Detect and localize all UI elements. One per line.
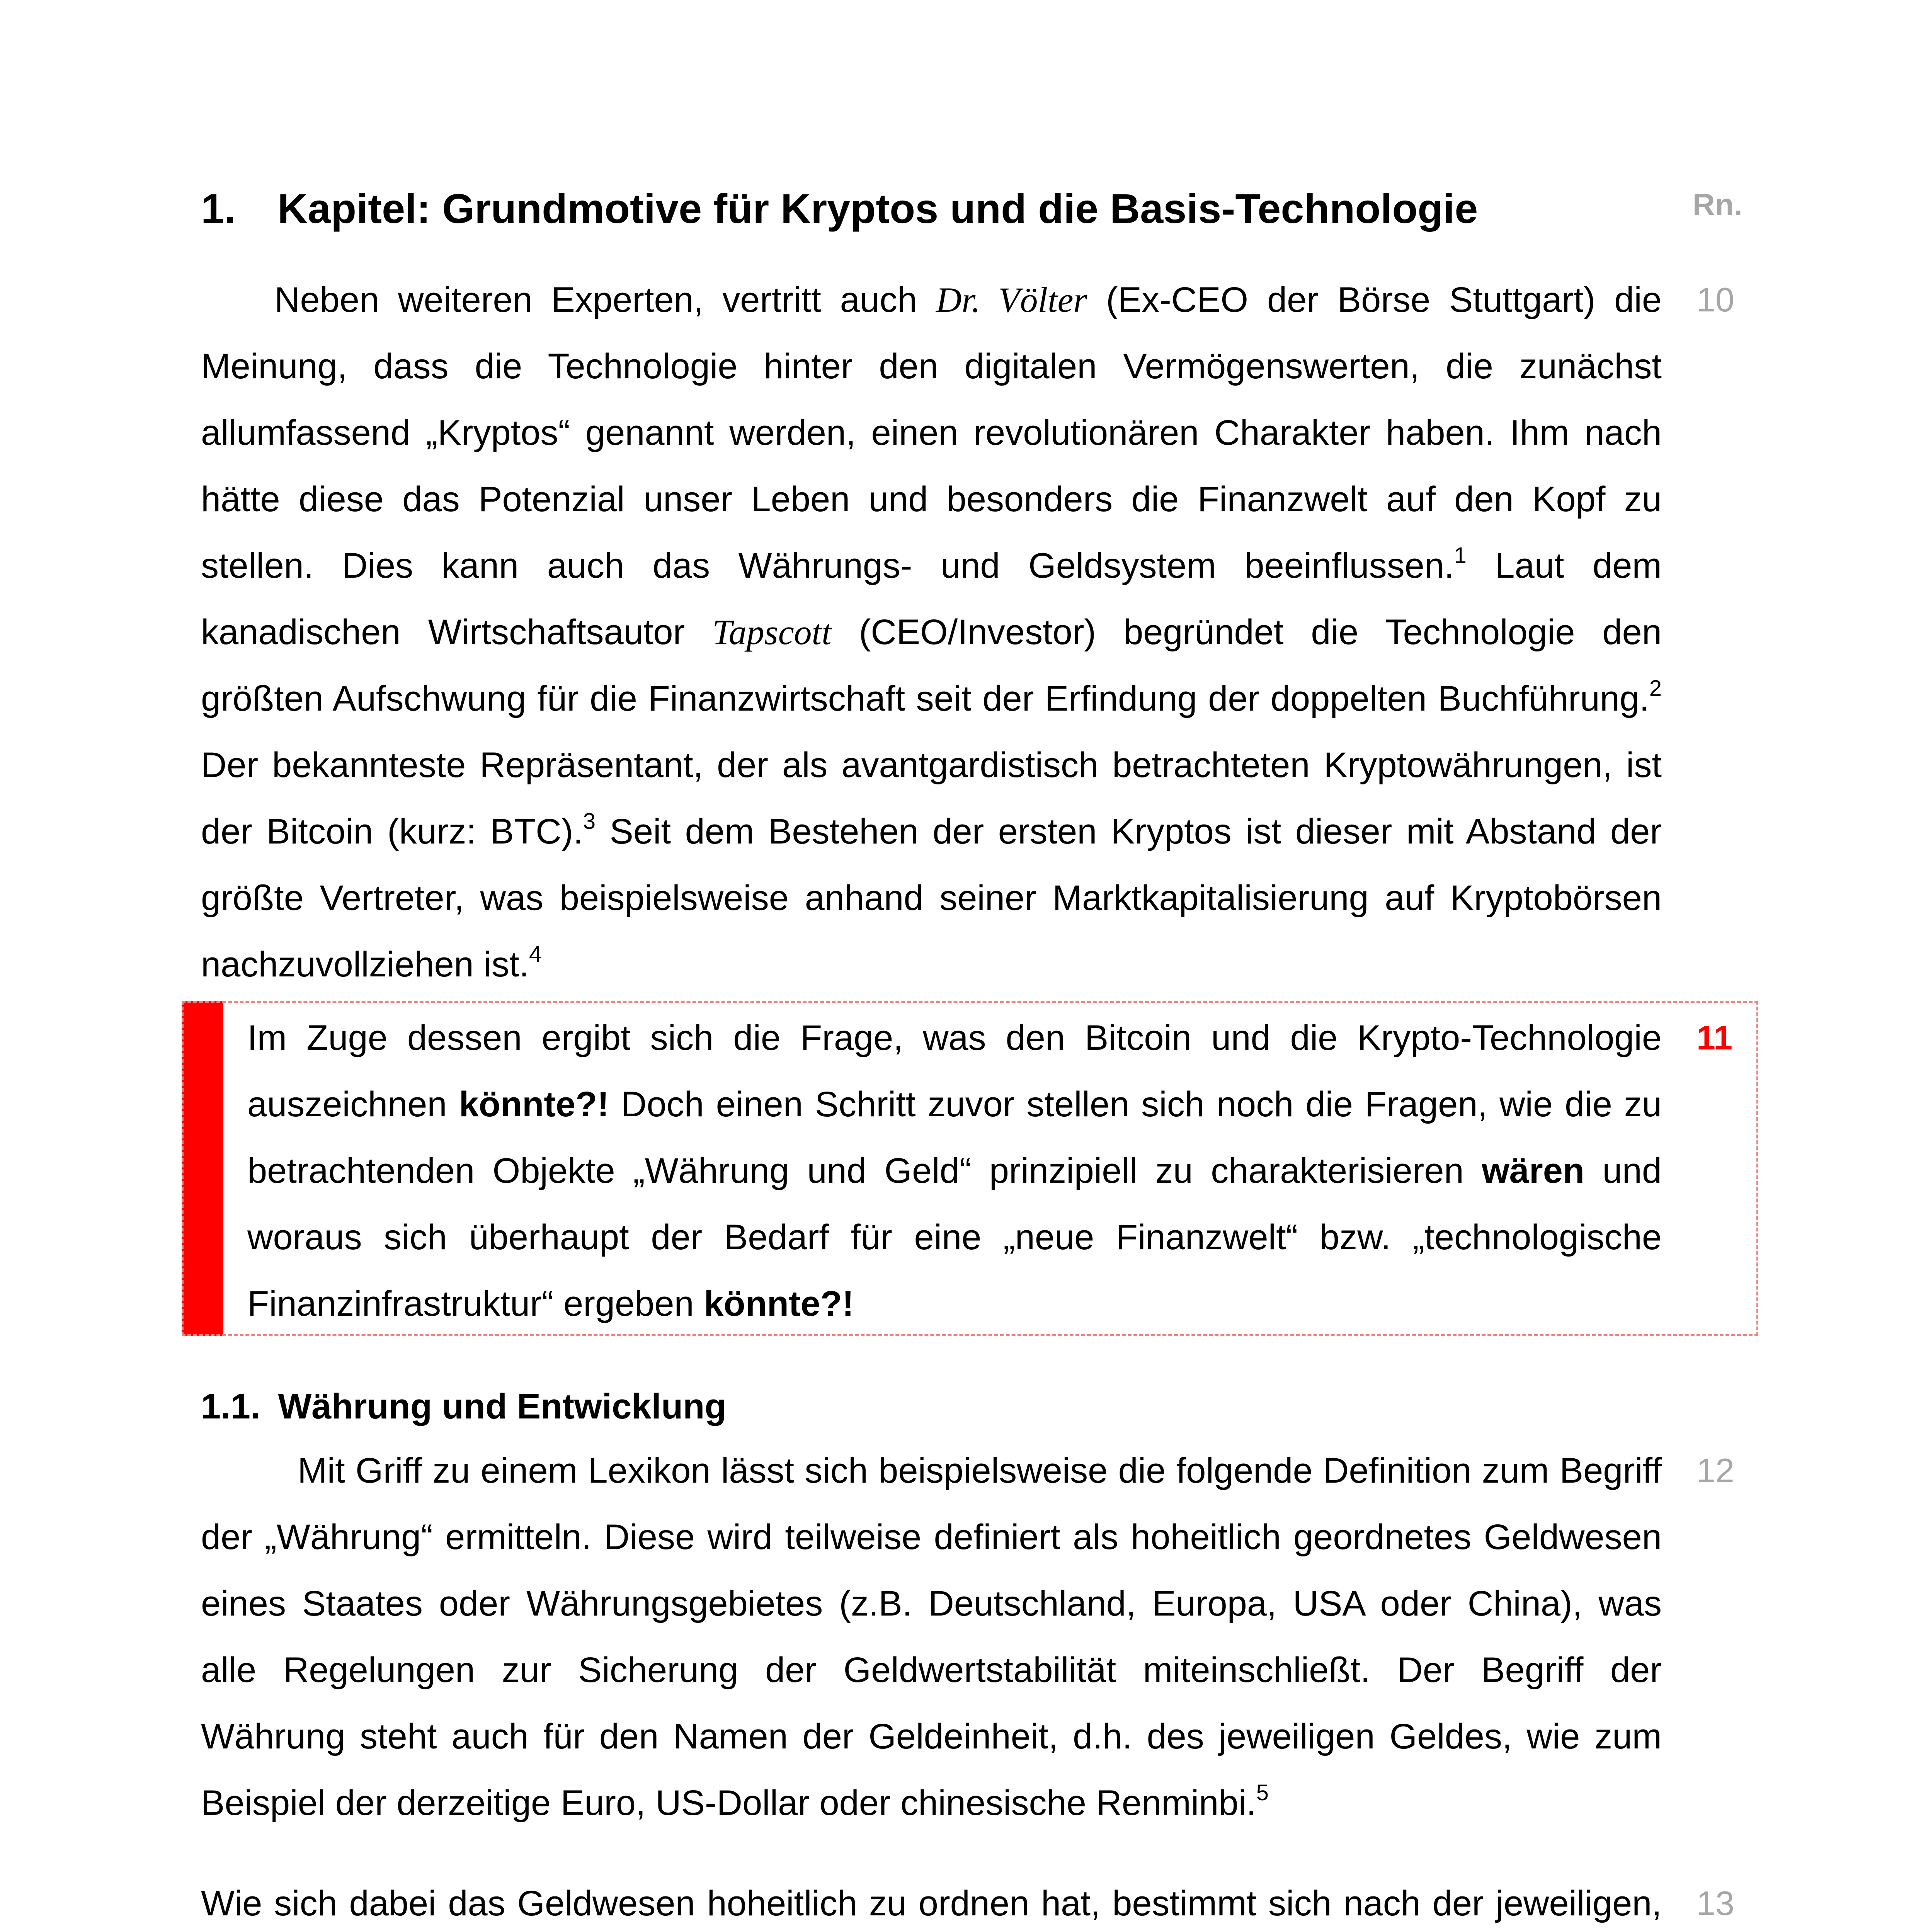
- footnote-ref[interactable]: 4: [529, 942, 542, 967]
- footnote-ref[interactable]: 1: [1454, 543, 1467, 568]
- text-run: Seit dem Bestehen der ersten Kryptos ist dieser mit Abstand der größte Vertreter, was beispielsweise anhand seiner Marktkapitalisierung auf Kryptobörsen nachzuvollziehen ist.: [201, 812, 1662, 984]
- text-run: Wie sich dabei das Geldwesen hoheitlich zu ordnen hat, bestimmt sich nach der jeweiligen,: [201, 1884, 1662, 1923]
- bold-text: wären: [1482, 1151, 1585, 1190]
- text-run: (Ex-CEO der Börse Stuttgart) die Meinung, dass die Technologie hinter den digitalen Vermögenswerten, die zunächst allumfassend „Kryptos“ genannt werden, einen revolutionären Charakter haben. Ihm nach hätte diese das Potenzial unser Leben und besonders die Finanzwelt auf den Kopf zu stellen. Dies kann auch das Währungs- und Geldsystem beeinflussen.: [201, 280, 1662, 585]
- text-run: Mit Griff zu einem Lexikon lässt sich beispielsweise die folgende Definition zum Begriff der „Währung“ ermitteln. Diese wird teilweise definiert als hoheitlich geordnetes Geldwesen eines Staates oder Währungsgebietes (z.B. Deutschland, Europa, USA oder China), was alle Regelungen zur Sicherung der Geldwertstabilität miteinschließt. Der Begriff der Währung steht auch für den Namen der Geldeinheit, d.h. des jeweiligen Geldes, wie zum Beispiel der derzeitige Euro, US-Dollar oder chinesische Renminbi.: [201, 1451, 1662, 1823]
- text-run: Laut dem kanadischen Wirtschaftsautor: [201, 546, 1662, 652]
- paragraph-11: [247, 1005, 1662, 1337]
- margin-number-13: 13: [1696, 1884, 1734, 1922]
- paragraph-13: [201, 1870, 1662, 1932]
- text-run: Doch einen Schritt zuvor stellen sich noch die Fragen, wie die zu betrachtenden Objekte „Währung und Geld“ prinzipiell zu charakterisieren: [247, 1085, 1662, 1190]
- chapter-title: 1. Kapitel: Grundmotive für Kryptos und die Basis-Technologie: [201, 185, 1478, 232]
- text-run: Der bekannteste Repräsentant, der als avantgardistisch betrachteten Kryptowährungen, ist der Bitcoin (kurz: BTC).: [201, 745, 1662, 851]
- author-name: Tapscott: [712, 612, 832, 652]
- text-run: und woraus sich überhaupt der Bedarf für eine „neue Finanzwelt“ bzw. „technologische Finanzinfrastruktur“ ergeben: [247, 1151, 1662, 1323]
- bold-text: könnte?!: [459, 1085, 609, 1124]
- margin-number-11: 11: [1696, 1019, 1733, 1057]
- margin-number-header: Rn.: [1693, 187, 1742, 222]
- text-run: (CEO/Investor) begründet die Technologie den größten Aufschwung für die Finanzwirtschaft seit der Erfindung der doppelten Buchführung.: [201, 612, 1662, 718]
- margin-number-10: 10: [1696, 281, 1734, 319]
- footnote-ref[interactable]: 3: [583, 809, 596, 834]
- footnote-ref[interactable]: 5: [1256, 1780, 1269, 1805]
- bold-text: könnte?!: [704, 1284, 854, 1323]
- paragraph-10: [201, 267, 1662, 998]
- section-title: 1.1. Währung und Entwicklung: [201, 1387, 727, 1426]
- footnote-ref[interactable]: 2: [1649, 676, 1662, 701]
- margin-number-12: 12: [1696, 1451, 1734, 1490]
- paragraph-12: [201, 1437, 1662, 1836]
- text-run: Neben weiteren Experten, vertritt auch: [274, 280, 936, 320]
- author-name: Dr. Völter: [936, 280, 1087, 320]
- text-run: Im Zuge dessen ergibt sich die Frage, was den Bitcoin und die Krypto-Technologie auszeichnen: [247, 1018, 1662, 1124]
